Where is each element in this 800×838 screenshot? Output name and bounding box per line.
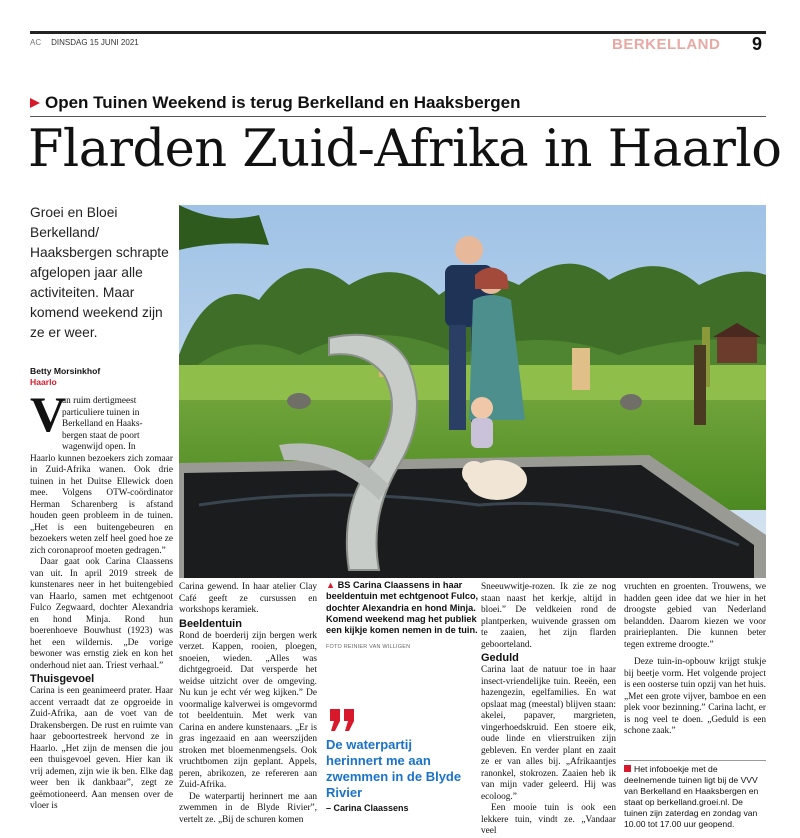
paragraph: Een mooie tuin is ook een lekkere tuin, vindt ze. „Vandaar veel (481, 803, 616, 836)
byline-author: Betty Morsinkhof (30, 366, 101, 376)
info-text: Het infoboekje met de deelnemende tuinen ligt bij de VVV van Berkelland en Haaksbergen en staat op berkelland.groei.nl. De tuinen zijn zaterdag en zondag van 10.00 tot 17.00 uur geopend. (624, 764, 759, 829)
paragraph: Deze tuin-in-opbouw krijgt stukje bij beetje vorm. Het volgende project is een oosterse tuin opzij van het huis. „Met een grote vijver, bamboe en een plek voor bezinning.” Carina lacht, er is nog veel te doen. „Geduld is een schone zaak.” (624, 657, 766, 736)
paragraph: Daar gaat ook Carina Claassens van uit. In april 2019 streek de kunstenares neer in het buitengebied van Haarlo, samen met echtgenoot Fulco Zegwaard, dochter Alexandria en hond Minja. Rond hun boerenhoeve Bouwhust (1923) was het een wildernis. „De vorige bewoner was ernstig ziek en kon het onderhoud niet aan. Triest verhaal.” (30, 557, 173, 671)
lead-line: wagenwijd open. In (62, 442, 136, 452)
article-column-2 (179, 582, 317, 826)
drop-cap: V (30, 386, 67, 442)
subheading: Geduld (481, 652, 519, 664)
top-rule (30, 31, 766, 34)
headline-rule (30, 116, 766, 117)
quote-mark-icon (328, 707, 356, 733)
page-header-left (30, 38, 139, 47)
paper-code: AC (30, 38, 42, 47)
pull-quote: De waterpartij herinnert me aan zwemmen in de Blyde Rivier (326, 737, 462, 800)
article-column-4 (481, 582, 616, 838)
paragraph: De waterpartij herinnert me aan zwemmen in de Blyde Rivier”, vertelt ze. „Bij de schuren komen (179, 791, 317, 825)
section-name: BERKELLAND (612, 36, 721, 53)
subheading: Thuisgevoel (30, 673, 95, 685)
intro-paragraph: Groei en Bloei Berkelland/ Haaksbergen schrapte afgelopen jaar alle activiteiten. Maar komend weekend zijn ze er weer. (30, 205, 169, 340)
paragraph: Carina laat de natuur toe in haar insect-vriendelijke tuin. Reeën, een hazengezin, egelfamilies. En wat opslaat mag (meestal) blijven staan: akelei, papaver, margrieten, vingerhoedskruid. Een stoere eik, oude linde en vlierstruiken zijn gebleven. En verder plant en zaait ze er van alles bij. „Afrikaantjes ranonkel, stokrozen. Zaaien heb ik van mijn vader geleerd. Hij was ecoloog.” (481, 665, 616, 802)
article-column-5 (624, 582, 766, 738)
headline: Flarden Zuid-Afrika in Haarlo (28, 120, 782, 179)
garden-photo-illustration (179, 205, 766, 578)
kicker-text: Open Tuinen Weekend is terug Berkelland en Haaksbergen (45, 93, 521, 112)
subheading: Beeldentuin (179, 617, 242, 630)
byline-location: Haarlo (30, 377, 57, 387)
paragraph: vruchten en groenten. Trouwens, we hadden geen idee dat we hier in het droogste gebied van Nederland belandden. Daarom kiezen we voor prairieplanten. Die kunnen beter tegen extreme droogte.” (624, 582, 766, 650)
paragraph: Carina is een geanimeerd prater. Haar accent verraadt dat ze opgroeide in Zuid-Afrika, aan de voet van de Drakensbergen. De rust en ruimte van haar geboortestreek hervond ze in Haarlo. „Het zijn de mensen die jou een thuisgevoel geven. Hier kan ik vrij ademen, zijn wie ik ben. Elke dag weer ben ik dankbaar”, zegt ze geëmotioneerd. Aan mensen over de vloer is (30, 686, 173, 811)
arrow-marker-icon (30, 98, 40, 108)
photo-caption (326, 580, 481, 636)
info-marker-icon (624, 765, 631, 772)
caption-text: BS Carina Claassens in haar beeldentuin met echtgenoot Fulco, dochter Alexandria en hond Minja. Komend weekend mag het publiek een kijkje komen nemen in de tuin. (326, 580, 479, 636)
article-photo (179, 205, 766, 578)
paragraph: Haarlo kunnen bezoekers zich zomaar in Zuid-Afrika wanen. Ook drie tuinen in het Duitse Ellewick doen mee. Volgens OTW-coördinator Herman Scharenberg is afstand houden geen probleem in de tuinen. „Het is een buitengebeuren en bezoekers weten zelf heel goed hoe ze zich coronaproof moeten gedragen.” (30, 453, 173, 556)
lead-line: an ruim dertigmeest (62, 396, 137, 406)
lead-line: particuliere tuinen in (62, 407, 140, 418)
lead-line: bergen staat de poort (62, 430, 140, 441)
photo-credit: FOTO REINIER VAN WILLIGEN (326, 644, 411, 650)
caption-marker-icon: ▲ (326, 580, 336, 590)
paragraph: Carina gewend. In haar atelier Clay Café geeft ze cursussen en workshops keramiek. (179, 582, 317, 615)
lead-line: Berkelland en Haaks- (62, 419, 143, 429)
paragraph: Sneeuwwitje-rozen. Ik zie ze nog staan naast het kerkje, altijd in bloei.” De veldkeien rond de plantperken, wuivende grassen om te zaaien, het zijn flarden geboorteland. (481, 582, 616, 650)
kicker (30, 93, 521, 113)
pull-quote-attribution: – Carina Claassens (326, 803, 409, 813)
page-number: 9 (752, 34, 763, 54)
info-box (624, 760, 766, 830)
issue-date: DINSDAG 15 JUNI 2021 (51, 38, 139, 47)
paragraph: Rond de boerderij zijn bergen werk verzet. Kappen, rooien, ploegen, snoeien, wieden. „Alles was dichtgegroeid. Dat versperde het weidse uitzicht over de omgeving. Nu kun je echt vér weg kijken.” De voormalige kalverwei is omgevormd tot beeldentuin. Met werk van Carina en andere kunstenaars. „Er is gras ingezaaid en aan weerszijden stroken met bloemenmengsels. Ook vruchtbomen zijn geplant. Appels, peren, abrikozen, ze refereren aan Zuid-Afrika. (179, 630, 317, 790)
article-column-1 (30, 454, 173, 813)
